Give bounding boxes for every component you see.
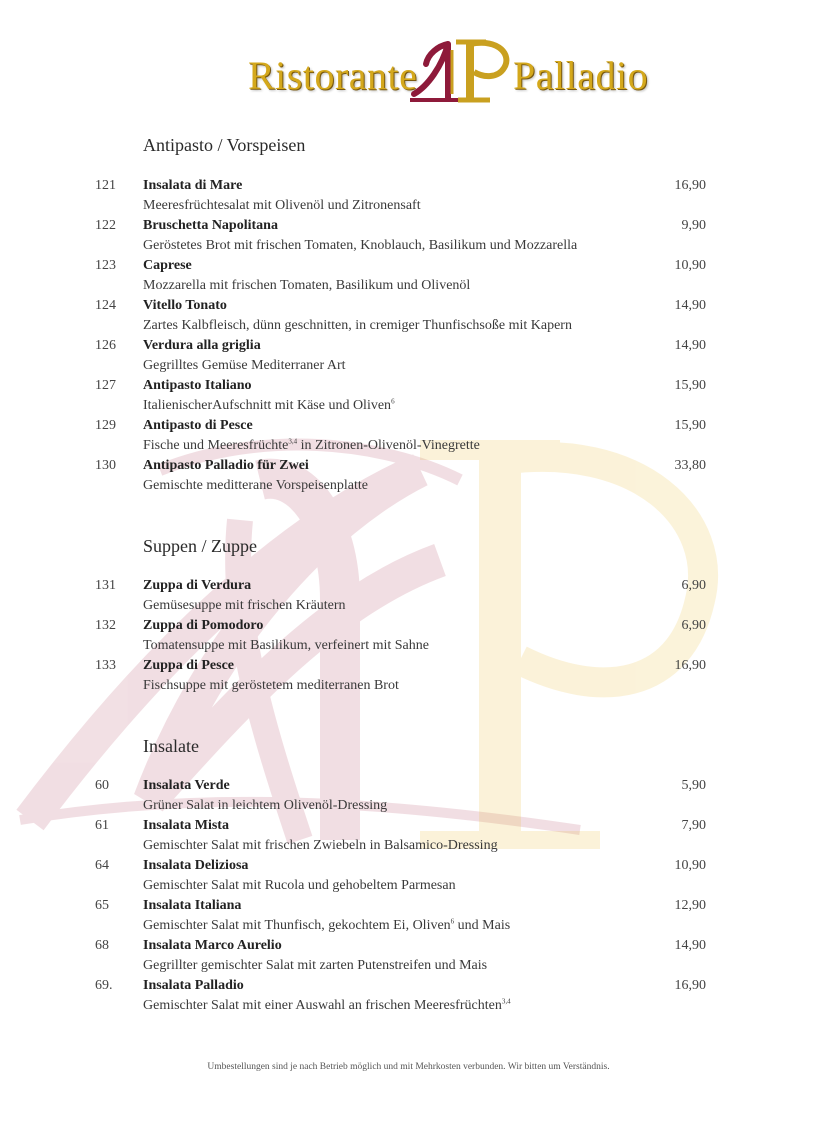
item-name: Caprese [143,258,192,273]
desc-text: ItalienischerAufschnitt mit Käse und Oliven [143,398,392,413]
item-number: 126 [95,338,116,353]
item-price: 12,90 [674,898,706,913]
restaurant-logo [0,30,817,110]
item-price: 6,90 [681,578,706,593]
item-name: Zuppa di Pesce [143,658,235,673]
item-number: 123 [95,258,116,273]
desc-text: Gemischter Salat mit Thunfisch, gekochtem Ei, Oliven [143,918,451,933]
allergen-footnote: 3,4 [288,437,298,446]
item-description: Gegrillter gemischter Salat mit zarten Putenstreifen und Mais [143,958,488,973]
item-price: 10,90 [674,258,706,273]
item-description: Gemischter Salat mit Rucola und gehobeltem Parmesan [143,878,456,893]
menu-item [0,618,817,658]
item-description: Fischsuppe mit geröstetem mediterranen Brot [143,678,399,693]
menu-item [0,218,817,258]
item-number: 121 [95,178,116,193]
menu-item [0,898,817,938]
item-number: 129 [95,418,116,433]
desc-text: Gemischter Salat mit einer Auswahl an frischen Meeresfrüchten [143,998,502,1013]
item-description: Tomatensuppe mit Basilikum, verfeinert mit Sahne [143,638,429,653]
item-name: Insalata Verde [143,778,230,793]
item-number: 69. [95,978,113,993]
item-name: Zuppa di Pomodoro [143,618,264,633]
footer-note: Umbestellungen sind je nach Betrieb möglich und mit Mehrkosten verbunden. Wir bitten um Verständnis. [207,1062,610,1072]
rp-monogram-icon [408,36,512,106]
item-name: Antipasto di Pesce [143,418,253,433]
item-name: Antipasto Palladio für Zwei [143,458,309,473]
desc-text: Fische und Meeresfrüchte [143,438,289,453]
item-price: 16,90 [674,978,706,993]
item-price: 15,90 [674,378,706,393]
item-price: 14,90 [674,938,706,953]
item-description: Geröstetes Brot mit frischen Tomaten, Knoblauch, Basilikum und Mozzarella [143,238,578,253]
menu-item [0,818,817,858]
menu-item [0,338,817,378]
item-name: Bruschetta Napolitana [143,218,278,233]
item-number: 65 [95,898,109,913]
section-title-suppen: Suppen / Zuppe [143,536,257,556]
item-number: 124 [95,298,116,313]
item-price: 16,90 [674,178,706,193]
item-price: 6,90 [681,618,706,633]
item-description [143,918,510,934]
logo-text-ristorante: Ristorante [248,53,418,98]
menu-item [0,458,817,498]
item-description: Zartes Kalbfleisch, dünn geschnitten, in cremiger Thunfischsoße mit Kapern [143,318,572,333]
item-price: 33,80 [674,458,706,473]
item-price: 16,90 [674,658,706,673]
allergen-footnote: 3,4 [501,997,511,1006]
item-name: Insalata Italiana [143,898,242,913]
item-price: 14,90 [674,338,706,353]
item-number: 132 [95,618,116,633]
item-description [143,398,395,414]
item-description [143,998,511,1014]
item-name: Insalata di Mare [143,178,243,193]
item-description: Mozzarella mit frischen Tomaten, Basilikum und Olivenöl [143,278,471,293]
allergen-footnote: 6 [450,917,455,926]
item-price: 14,90 [674,298,706,313]
menu-item [0,418,817,458]
menu-item [0,258,817,298]
item-number: 131 [95,578,116,593]
menu-item [0,938,817,978]
item-description: Gemischte meditterane Vorspeisenplatte [143,478,368,493]
item-number: 133 [95,658,116,673]
desc-text-after: und Mais [454,918,511,933]
item-description: Gemüsesuppe mit frischen Kräutern [143,598,346,613]
item-description: Gemischter Salat mit frischen Zwiebeln in Balsamico-Dressing [143,838,498,853]
item-description [143,438,480,454]
menu-item [0,858,817,898]
item-number: 130 [95,458,116,473]
item-description: Meeresfrüchtesalat mit Olivenöl und Zitronensaft [143,198,421,213]
item-name: Vitello Tonato [143,298,227,313]
logo-text-palladio: Palladio [513,53,649,98]
item-price: 15,90 [674,418,706,433]
item-name: Insalata Deliziosa [143,858,249,873]
menu-item [0,778,817,818]
item-description: Gegrilltes Gemüse Mediterraner Art [143,358,346,373]
allergen-footnote: 6 [391,397,395,406]
item-price: 7,90 [681,818,706,833]
section-title-insalate: Insalate [143,736,199,756]
item-name: Zuppa di Verdura [143,578,252,593]
menu-item [0,178,817,218]
item-number: 60 [95,778,109,793]
item-price: 9,90 [681,218,706,233]
item-description: Grüner Salat in leichtem Olivenöl-Dressing [143,798,388,813]
item-name: Insalata Marco Aurelio [143,938,282,953]
item-name: Insalata Mista [143,818,229,833]
item-price: 5,90 [681,778,706,793]
menu-item [0,978,817,1018]
item-number: 64 [95,858,109,873]
desc-text-after: in Zitronen-Olivenöl-Vinegrette [297,438,480,453]
menu-item [0,298,817,338]
item-number: 127 [95,378,116,393]
menu-item [0,378,817,418]
item-name: Antipasto Italiano [143,378,252,393]
item-number: 122 [95,218,116,233]
menu-item [0,658,817,698]
item-number: 68 [95,938,109,953]
section-title-antipasto: Antipasto / Vorspeisen [143,135,306,155]
item-name: Verdura alla griglia [143,338,261,353]
item-number: 61 [95,818,109,833]
menu-item [0,578,817,618]
item-name: Insalata Palladio [143,978,244,993]
item-price: 10,90 [674,858,706,873]
